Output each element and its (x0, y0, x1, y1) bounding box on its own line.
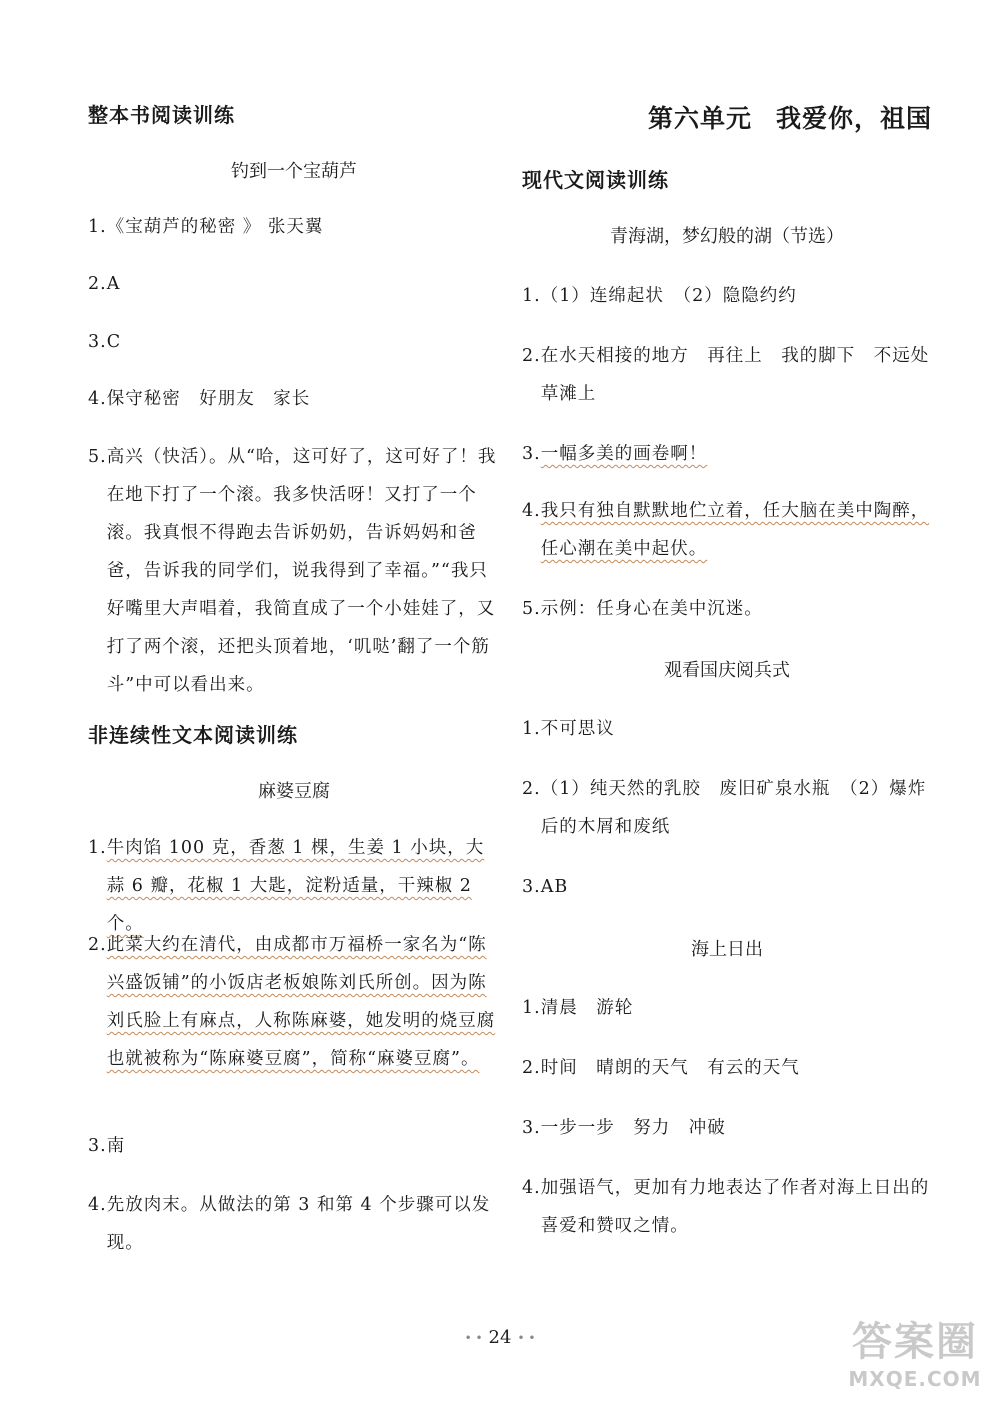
answer-item (88, 323, 500, 361)
article-title-mapo-tofu: 麻婆豆腐 (258, 781, 330, 802)
answer-number: 5. (522, 599, 541, 619)
answer-item (88, 380, 500, 418)
section-title-whole-book-reading: 整本书阅读训练 (88, 103, 235, 127)
watermark-top-text: 答案圈 (852, 1319, 978, 1365)
article-title-gourd: 钓到一个宝葫芦 (231, 161, 357, 182)
answer-text: 先放肉末。从做法的第 3 和第 4 个步骤可以发现。 (106, 1195, 491, 1253)
answer-item (88, 926, 500, 1078)
answer-item (88, 1127, 500, 1165)
answer-number: 3. (88, 1136, 107, 1156)
answer-text: 高兴（快活）。从“哈，这可好了，这可好了！我在地下打了一个滚。我多快活呀！又打了一个滚。我真恨不得跑去告诉奶奶，告诉妈妈和爸爸，告诉我的同学们，说我得到了幸福。”“我只好嘴里大声唱着，我简直成了一个小娃娃了，又打了两个滚，还把头顶着地，‘叽哒’翻了一个筋斗”中可以看出来。 (106, 447, 497, 695)
answer-item (522, 710, 932, 748)
answer-item (522, 277, 932, 315)
answer-item (522, 868, 932, 906)
answer-text: AB (540, 877, 569, 897)
article-title-sunrise-at-sea: 海上日出 (691, 939, 763, 960)
answer-text: C (106, 332, 122, 352)
answer-number: 1. (522, 286, 541, 306)
answer-item (522, 989, 932, 1027)
answer-text: 清晨 游轮 (540, 998, 634, 1018)
answer-text: 一步一步 努力 冲破 (540, 1118, 726, 1138)
answer-number: 2. (88, 935, 107, 955)
answer-number: 2. (522, 779, 541, 799)
answer-item (522, 492, 932, 568)
answer-number: 2. (522, 1058, 541, 1078)
answer-item (522, 590, 932, 628)
answer-number: 1. (522, 998, 541, 1018)
answer-text: 在水天相接的地方 再往上 我的脚下 不远处 草滩上 (540, 346, 948, 404)
answer-number: 3. (522, 877, 541, 897)
page-number: 24 (488, 1327, 512, 1348)
answer-number: 4. (522, 501, 541, 521)
answer-number: 3. (88, 332, 107, 352)
answer-item (522, 435, 932, 473)
answer-text: 不可思议 (540, 719, 615, 739)
answer-item (522, 1109, 932, 1147)
answer-item (522, 1169, 932, 1245)
footer-dots-left: • • (464, 1331, 483, 1345)
watermark-bottom-text: MXQE.COM (848, 1367, 982, 1391)
answer-text: 保守秘密 好朋友 家长 (106, 389, 311, 409)
answer-number: 2. (522, 346, 541, 366)
article-title-qinghai-lake: 青海湖，梦幻般的湖（节选） (610, 226, 844, 247)
answer-text: 时间 晴朗的天气 有云的天气 (540, 1058, 800, 1078)
answer-item (522, 770, 932, 846)
answer-item (88, 1186, 500, 1262)
answer-text: （1）纯天然的乳胶 废旧矿泉水瓶 （2）爆炸后的木屑和废纸 (540, 779, 927, 837)
answer-number: 1. (88, 217, 107, 237)
answer-text-underlined: 我只有独自默默地伫立着，任大脑在美中陶醉，任心潮在美中起伏。 (540, 501, 930, 559)
answer-number: 3. (522, 1118, 541, 1138)
answer-text: （1）连绵起状 （2）隐隐约约 (540, 286, 797, 306)
answer-text: 《宝葫芦的秘密 》 张天翼 (106, 217, 324, 237)
answer-text-underlined: 此菜大约在清代，由成都市万福桥一家名为“陈兴盛饭铺”的小饭店老板娘陈刘氏所创。因为陈刘氏脸上有麻点，人称陈麻婆，她发明的烧豆腐也就被称为“陈麻婆豆腐”，简称“麻婆豆腐”。 (106, 935, 496, 1069)
answer-text-underlined: 牛肉馅 100 克，香葱 1 棵，生姜 1 小块，大蒜 6 瓣，花椒 1 大匙，淀粉适量，干辣椒 2 个。 (106, 838, 485, 934)
answer-number: 4. (88, 389, 107, 409)
unit-theme: 我爱你，祖国 (775, 104, 932, 133)
section-title-noncontinuous-text: 非连续性文本阅读训练 (88, 723, 298, 747)
answer-text: A (106, 274, 121, 294)
unit-title (522, 99, 932, 135)
watermark-logo (840, 1318, 990, 1404)
section-title-modern-reading: 现代文阅读训练 (522, 168, 669, 192)
answer-number: 3. (522, 444, 541, 464)
answer-text: 加强语气，更加有力地表达了作者对海上日出的喜爱和赞叹之情。 (540, 1178, 930, 1236)
answer-text-underlined: 一幅多美的画卷啊！ (540, 444, 708, 464)
answer-number: 4. (522, 1178, 541, 1198)
answer-number: 5. (88, 447, 107, 467)
article-title-national-day-parade: 观看国庆阅兵式 (664, 660, 790, 681)
answer-item (522, 337, 948, 413)
unit-number: 第六单元 (647, 104, 752, 133)
footer-dots-right: • • (517, 1331, 536, 1345)
answer-item (88, 265, 500, 303)
answer-item (522, 1049, 932, 1087)
answer-number: 2. (88, 274, 107, 294)
answer-number: 1. (88, 838, 107, 858)
answer-number: 1. (522, 719, 541, 739)
answer-text: 示例：任身心在美中沉迷。 (540, 599, 763, 619)
answer-item (88, 208, 500, 246)
answer-number: 4. (88, 1195, 107, 1215)
answer-text: 南 (106, 1136, 126, 1156)
answer-item (88, 438, 500, 704)
